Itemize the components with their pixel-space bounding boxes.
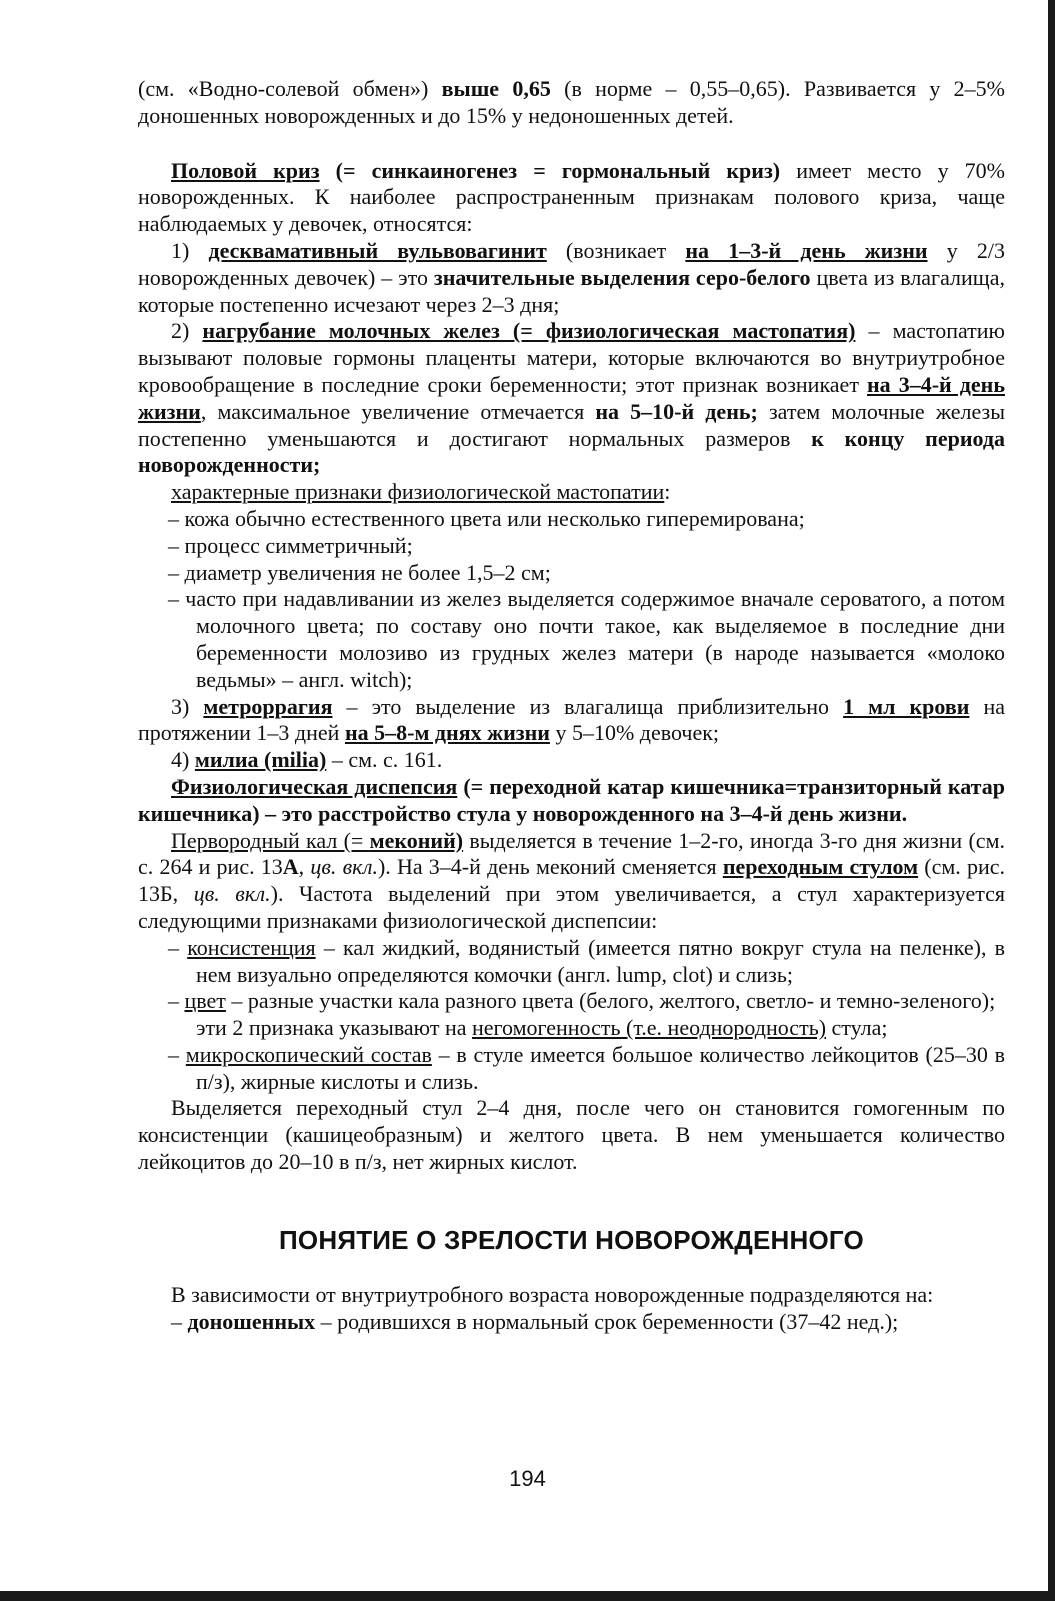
paragraph-intro (138, 76, 1005, 130)
page-body (138, 76, 1005, 1335)
text-run: – см. с. 161. (326, 747, 443, 773)
text-run: на протяжении 1–3 дней (138, 693, 1006, 746)
dash-marker: – (171, 1308, 188, 1334)
page-number: 194 (509, 1466, 546, 1491)
bold-term: 1 мл крови (843, 693, 970, 719)
dash-marker: – (168, 934, 188, 960)
bold-term: на 1–3-й день жизни (685, 237, 928, 263)
bold-term: (= синкаиногенез = гормональный криз) (319, 157, 781, 183)
item-number: 3) (171, 693, 204, 719)
bold-term: к концу периода новорожденности; (138, 425, 1005, 478)
paragraph-classification: В зависимости от внутриутробного возраста новорожденные подразделяются на: (171, 1281, 934, 1307)
item-number: 1) (171, 237, 209, 263)
bold-term: выше 0,65 (441, 76, 551, 101)
text-run: – кал жидкий, водянистый (имеется пятно вокруг стула на пеленке), в нем визуально определяются комочки (англ. lump, clot) и слизь; (196, 934, 1006, 987)
text-run: ). Частота выделений при этом увеличивается, а стул характеризуется следующими признаками физиологической диспепсии: (138, 881, 1005, 933)
paragraph-sexual-crisis (138, 158, 1005, 238)
item-metrorrhagia (138, 694, 1005, 748)
item-vulvovaginitis (138, 238, 1005, 318)
text-run: (см. рис. 13Б, (138, 854, 1006, 907)
text-run: у 5–10% девочек; (549, 720, 720, 746)
item-mastopathy (138, 318, 1005, 479)
term-dyspepsia: Физиологическая диспепсия (171, 773, 458, 799)
text-run: имеет место у 70% новорожденных. К наиболее распространенным признакам полового криза, чаще наблюдаемых у девочек, относятся: (138, 157, 1005, 237)
bold-term: доношенных (187, 1308, 316, 1334)
dash-marker: – (168, 1041, 186, 1067)
underlined-term: микроскопический состав (185, 1041, 432, 1067)
bold-term: на 5–8-м днях жизни (344, 720, 550, 746)
list-item: – кожа обычно естественного цвета или несколько гиперемирована; (168, 505, 805, 531)
list-item (138, 935, 1005, 989)
underlined-term: цвет (184, 988, 226, 1014)
text-run: , (298, 854, 311, 880)
underlined-term: Первородный кал (= (171, 827, 370, 853)
underlined-term: негомогенность (т.е. неоднородность) (471, 1015, 827, 1041)
list-item (138, 1042, 1005, 1096)
term-transitional-stool: переходным стулом (722, 854, 919, 880)
underlined-term: консистенция (187, 934, 316, 960)
text-run: цвета из влагалища, которые постепенно исчезают через 2–3 дня; (138, 264, 1005, 317)
list-item: – диаметр увеличения не более 1,5–2 см; (168, 559, 551, 585)
underlined-term: характерные признаки физиологической мастопатии (171, 479, 665, 505)
bold-term: (= переходной катар кишечника=транзиторный катар кишечника) – это расстройство стула у новорожденного на 3–4-й день жизни. (138, 773, 1005, 826)
list-item (138, 988, 1005, 1015)
paragraph-dyspepsia (138, 774, 1005, 828)
dash-marker: – (168, 988, 185, 1014)
scan-edge-right (1048, 0, 1055, 1601)
italic-ref: цв. вкл. (310, 854, 378, 880)
bold-term: А (282, 854, 299, 880)
list-item: – часто при надавливании из желез выделяется содержимое вначале сероватого, а потом молочного цвета; по составу оно почти такое, как выделяемое в последние дни беременности молозиво из грудных желез матери (в народе называется «молоко ведьмы» – англ. witch); (168, 586, 1005, 692)
text-run: – это выделение из влагалища приблизительно (332, 693, 844, 719)
bold-term: на 3–4-й день жизни (138, 371, 1005, 424)
term-mastopathy: нагрубание молочных желез (= физиологическая мастопатия) (202, 318, 856, 344)
text-run: затем молочные железы постепенно уменьшаются и достигают нормальных размеров (138, 398, 1005, 451)
text-run: (в норме – 0,55–0,65). Развивается у 2–5% доношенных новорожденных и до 15% у недоношенных детей. (138, 76, 1005, 128)
item-number: 2) (171, 318, 203, 344)
text-run: стула; (826, 1015, 888, 1041)
term-meconium: меконий) (369, 827, 464, 853)
paragraph-meconium (138, 828, 1005, 935)
text-run: (возникает (546, 237, 686, 263)
text-run: – родившихся в нормальный срок беременности (37–42 нед.); (315, 1308, 899, 1334)
scan-edge-bottom (0, 1591, 1055, 1601)
paragraph-transitional-stool: Выделяется переходный стул 2–4 дня, после чего он становится гомогенным по консистенции (кашицеобразным) и желтого цвета. В нем уменьшается количество лейкоцитов до 20–10 в п/з, нет жирных кислот. (138, 1095, 1005, 1175)
text-run: выделяется в течение 1–2-го, иногда 3-го дня жизни (см. с. 264 и рис. 13 (138, 827, 1005, 880)
list-item (138, 1309, 1005, 1336)
item-number: 4) (171, 747, 195, 773)
text-run: эти 2 признака указывают на (196, 1015, 472, 1041)
text-run: – в стуле имеется большое количество лейкоцитов (25–30 в п/з), жирные кислоты и слизь. (196, 1041, 1005, 1094)
term-milia: милиа (milia) (194, 747, 327, 773)
term-sexual-crisis: Половой криз (171, 157, 320, 183)
italic-ref: цв. вкл. (193, 881, 271, 907)
text-run: ). На 3–4-й день меконий сменяется (377, 854, 723, 880)
subheading-mastopathy-signs (138, 479, 1005, 506)
term-metrorrhagia: метроррагия (203, 693, 333, 719)
item-milia (138, 747, 1005, 774)
term-vulvovaginitis: десквамативный вульвовагинит (208, 237, 547, 263)
text-run: (см. «Водно-солевой обмен») (138, 76, 442, 101)
bold-term: на 5–10-й день; (595, 398, 758, 424)
list-item: – процесс симметричный; (168, 532, 413, 558)
text-run: – разные участки кала разного цвета (белого, желтого, светло- и темно-зеленого); (225, 988, 996, 1014)
text-run: : (664, 479, 671, 505)
text-run: , максимальное увеличение отмечается (200, 398, 596, 424)
text-run: у 2/3 новорожденных девочек) – это (138, 237, 1005, 290)
bold-term: значительные выделения серо-белого (433, 264, 811, 290)
text-run: – мастопатию вызывают половые гормоны плаценты матери, которые включаются во внутриутробное кровообращение в последние сроки беременности; этот признак возникает (138, 318, 1005, 397)
section-heading: ПОНЯТИЕ О ЗРЕЛОСТИ НОВОРОЖДЕННОГО (279, 1224, 864, 1255)
list-note (138, 1015, 1005, 1042)
